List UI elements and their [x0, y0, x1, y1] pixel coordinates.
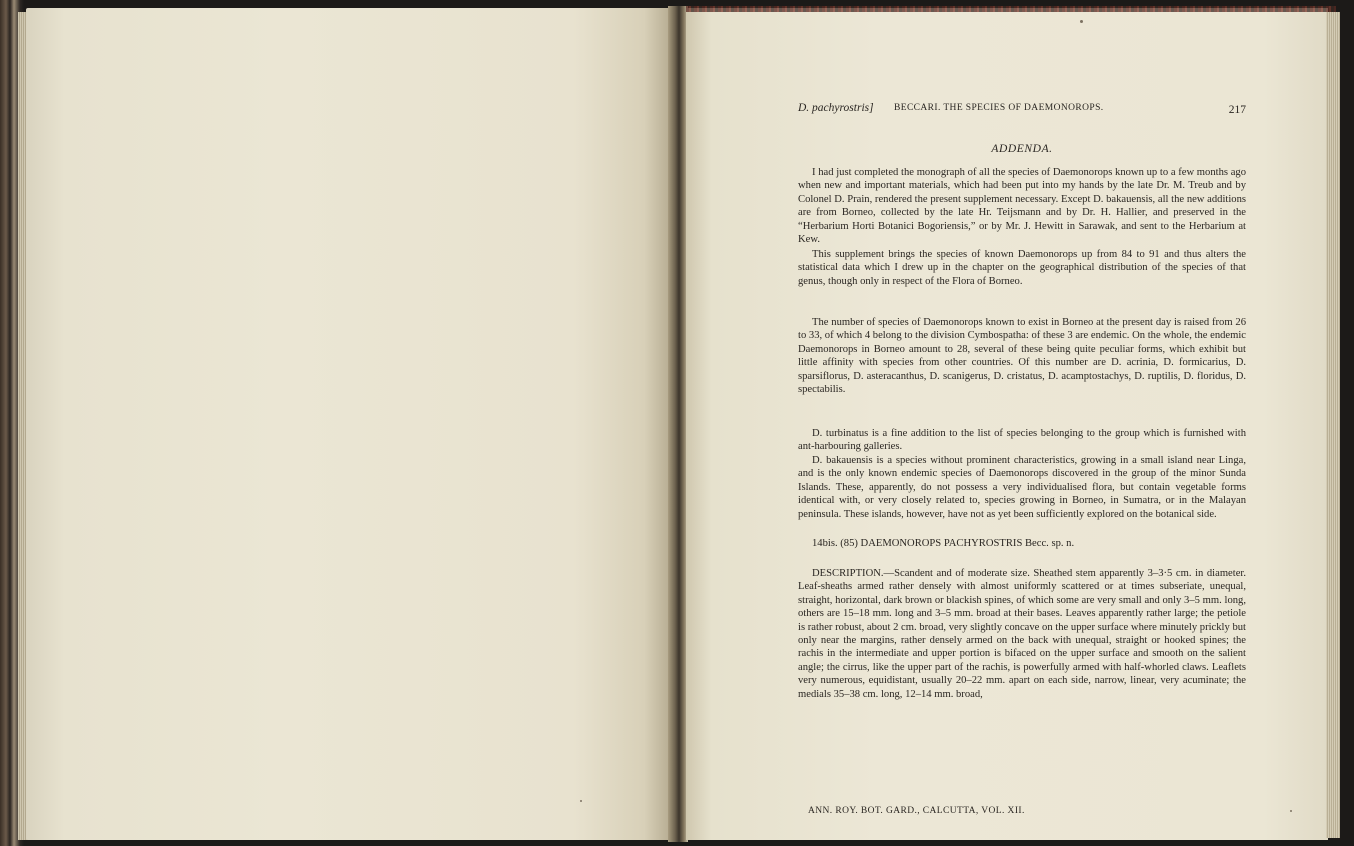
paragraph-intro: I had just completed the monograph of all the species of Daemonorops known up to a few months ago when new and important materials, which had been put into my hands by the late Dr. M. Treub and by Colonel D. Prain, rendered the present supplement necessary. Except D. bakauensis, all the new additions are from Borneo, collected by the late Hr. Teijsmann and by Dr. H. Hallier, and preserved in the “Herbarium Horti Botanici Bogoriensis,” or by Mr. J. Hewitt in Sarawak, and sent to the Herbarium at Kew.	[798, 167, 1246, 246]
running-head	[798, 102, 1246, 120]
left-page-blank	[26, 8, 670, 840]
paragraph-supplement: This supplement brings the species of known Daemonorops up from 84 to 91 and thus alters the statistical data which I drew up in the chapter on the geographical distribution of the species of that genus, though only in respect of the Flora of Borneo.	[798, 249, 1246, 287]
section-title: ADDENDA.	[991, 143, 1053, 155]
paper-speck	[1080, 20, 1083, 23]
book-gutter	[668, 6, 688, 842]
page-top-binding	[686, 6, 1336, 12]
page-footer: ANN. ROY. BOT. GARD., CALCUTTA, VOL. XII.	[808, 806, 1025, 816]
species-heading: 14bis. (85) DAEMONOROPS PACHYROSTRIS Becc. sp. n.	[812, 538, 1075, 549]
paragraph-bakauensis: D. bakauensis is a species without prominent characteristics, growing in a small island near Linga, and is the only known endemic species of Daemonorops discovered in the group of the minor Sunda Islands. These, apparently, do not possess a very individualised flora, but contain vegetable forms identical with, or very closely related to, species growing in Borneo, in Sumatra, or in the Malayan peninsula. These islands, however, have not as yet been sufficiently explored on the botanical side.	[798, 455, 1246, 520]
page-number: 217	[1228, 104, 1246, 116]
paragraph-turbinatus: D. turbinatus is a fine addition to the list of species belonging to the group which is furnished with ant-harbouring galleries.	[798, 428, 1246, 453]
right-page-edge	[1326, 12, 1340, 838]
running-head-species: D. pachyrostris]	[798, 102, 874, 114]
paragraph-description: DESCRIPTION.—Scandent and of moderate size. Sheathed stem apparently 3–3·5 cm. in diameter. Leaf-sheaths armed rather densely with almost uniformly scattered or at times subseriate, unequal, straight, horizontal, dark brown or blackish spines, of which some are very small and only 3–5 mm. long, others are 15–18 mm. long and 3–5 mm. broad at their bases. Leaves apparently rather large; the petiole is rather robust, about 2 cm. broad, very slightly concave on the upper surface where minutely prickly but only near the margins, rather densely armed on the back with unequal, straight or hooked spines; the rachis in the intermediate and upper portion is bifaced on the upper surface and smooth on the salient angle; the cirrus, like the upper part of the rachis, is powerfully armed with half-whorled claws. Leaflets very numerous, equidistant, usually 20–22 mm. apart on each side, narrow, linear, very acuminate; the medials 35–38 cm. long, 12–14 mm. broad,	[798, 568, 1246, 700]
paper-speck	[580, 800, 582, 802]
running-head-title: BECCARI. THE SPECIES OF DAEMONOROPS.	[894, 103, 1104, 113]
paragraph-borneo: The number of species of Daemonorops known to exist in Borneo at the present day is raised from 26 to 33, of which 4 belong to the division Cymbospatha: of these 3 are endemic. On the whole, the endemic Daemonorops in Borneo amount to 28, several of these being quite peculiar forms, which exhibit but little affinity with species from other countries. Of this number are D. acrinia, D. formicarius, D. sparsiflorus, D. asteracanthus, D. scanigerus, D. cristatus, D. acamptostachys, D. ruptilis, D. floridus, D. spectabilis.	[798, 317, 1246, 396]
right-page	[686, 8, 1328, 840]
paper-speck	[1290, 810, 1292, 812]
